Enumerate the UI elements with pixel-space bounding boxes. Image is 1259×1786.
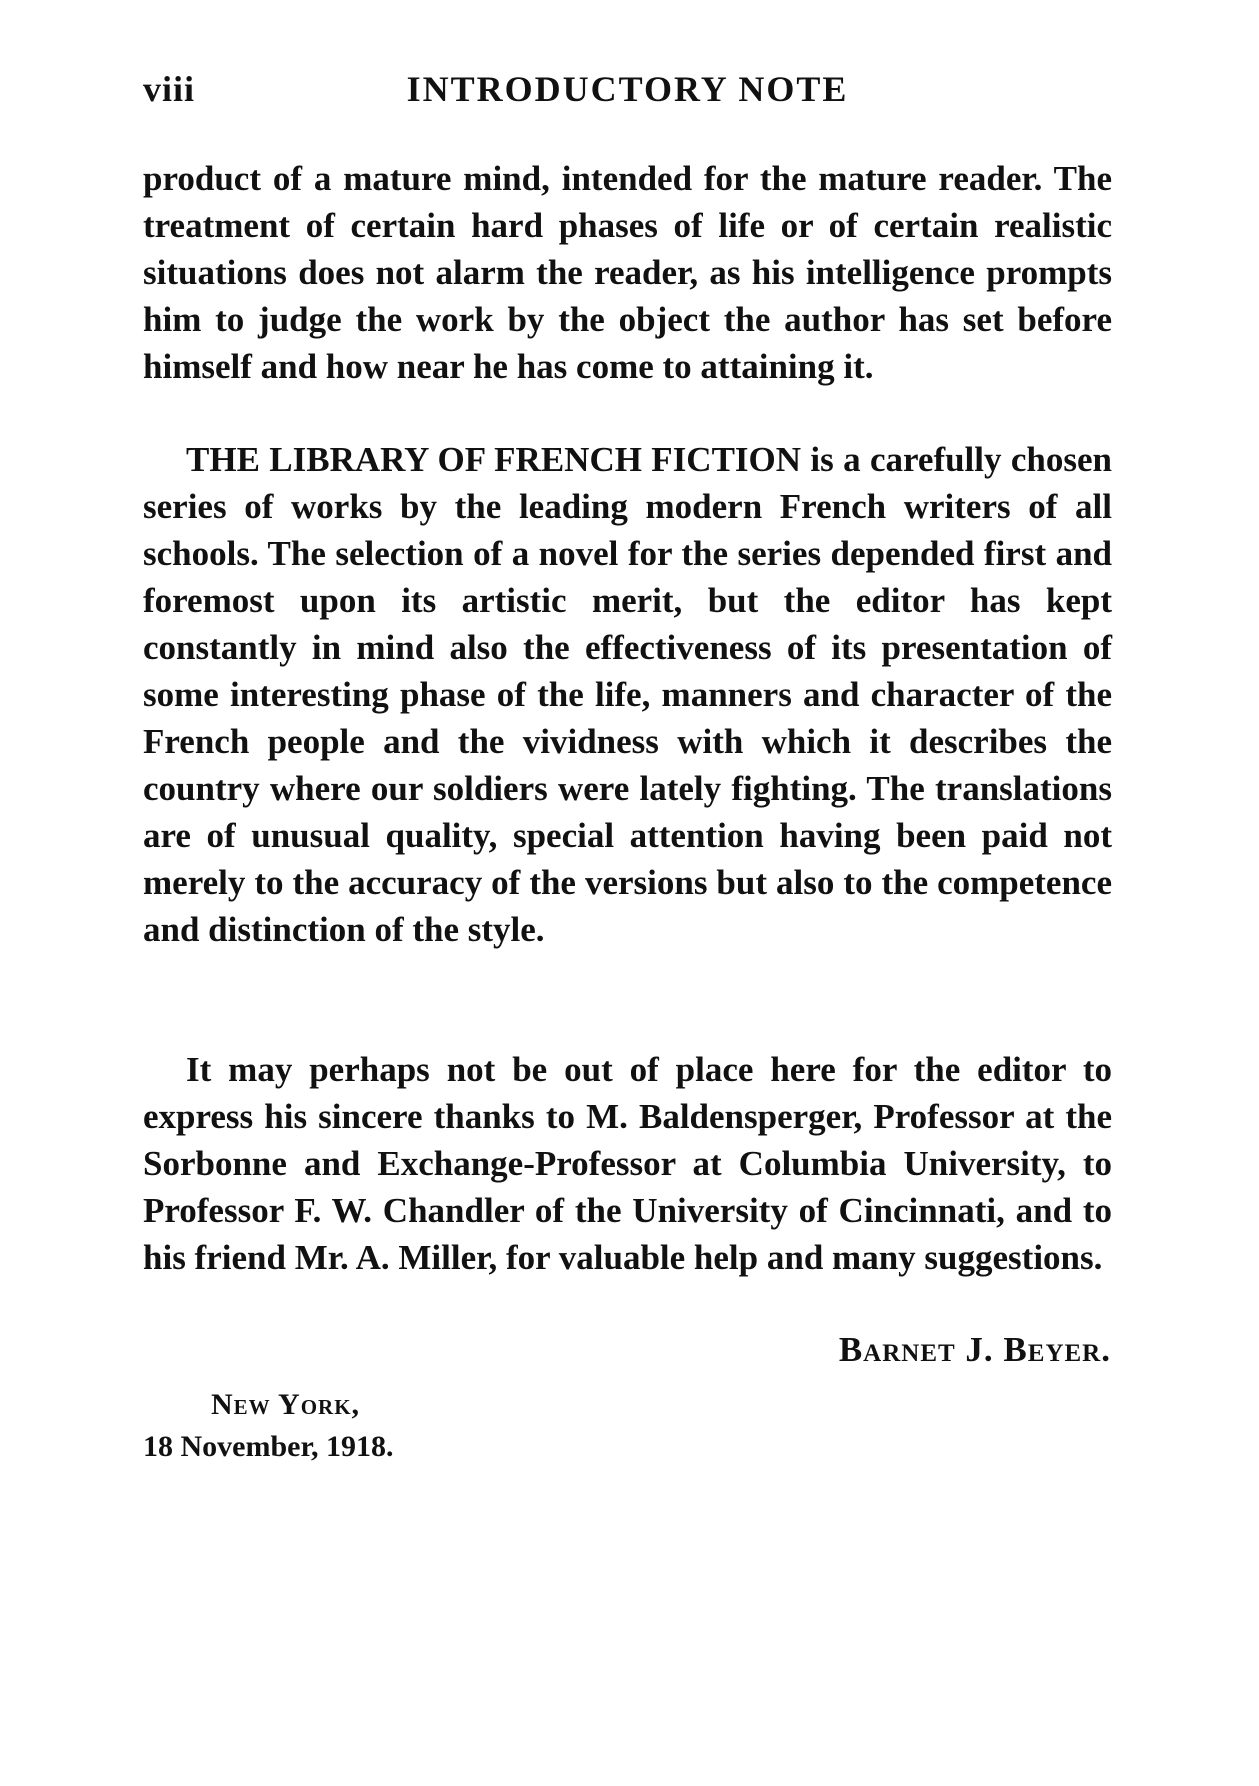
paragraph-continuation <box>143 155 1112 390</box>
paragraph-text: It may perhaps not be out of place here for the editor to express his sincere thanks to M. Baldensperger, Professor at the Sorbonne and Exchange-Professor at Columbia University, to Professor F. W. Chandler of the University of Cincinnati, and to his friend Mr. A. Miller, for valuable help and many suggestions. <box>143 1050 1112 1277</box>
place-date-block <box>143 1384 394 1468</box>
author-signature: Barnet J. Beyer. <box>838 1330 1111 1369</box>
paragraph-library-description <box>143 436 1112 953</box>
paragraph-acknowledgements <box>143 1046 1112 1281</box>
paragraph-text: THE LIBRARY OF FRENCH FICTION is a carefully chosen series of works by the leading modern French writers of all schools. The selection of a novel for the series depended first and foremost upon its artistic merit, but the editor has kept constantly in mind also the effectiveness of its presentation of some interesting phase of the life, manners and character of the French people and the vividness with which it describes the country where our soldiers were lately fighting. The translations are of unusual quality, special attention having been paid not merely to the accuracy of the versions but also to the competence and distinction of the style. <box>143 440 1112 949</box>
paragraph-text: product of a mature mind, intended for the mature reader. The treatment of certain hard phases of life or of certain realistic situations does not alarm the reader, as his intelligence prompts him to judge the work by the object the author has set before himself and how near he has come to attaining it. <box>143 159 1112 386</box>
page-header <box>143 68 1112 128</box>
running-title: INTRODUCTORY NOTE <box>406 69 849 109</box>
date-line: 18 November, 1918. <box>143 1430 394 1463</box>
page-number: viii <box>143 69 196 109</box>
place-line: New York, <box>211 1388 361 1421</box>
